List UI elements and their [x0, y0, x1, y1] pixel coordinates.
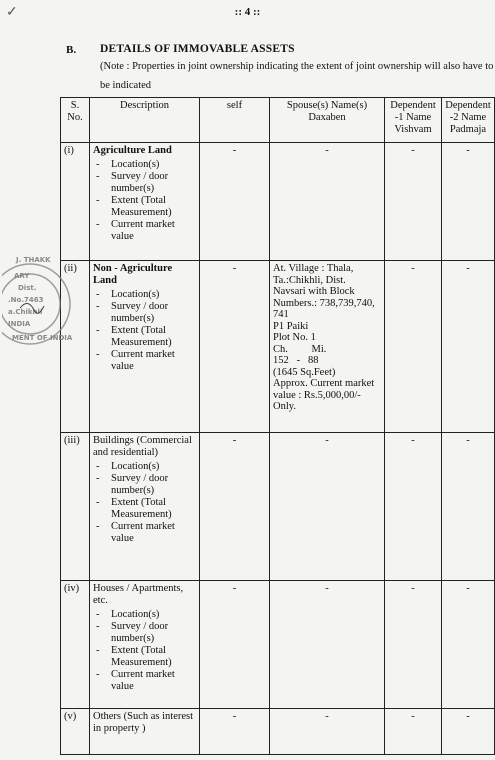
svg-text:J. THAKK: J. THAKK: [16, 256, 51, 264]
row-title: Houses / Apartments, etc.: [93, 583, 184, 606]
row-title: Agriculture Land: [93, 145, 172, 156]
cell-dependent-1: -: [385, 143, 442, 261]
header-dependent-2: Dependent -2 Name Padmaja: [442, 98, 495, 143]
official-seal-stamp: [2, 232, 74, 392]
table-row: [61, 143, 495, 261]
row-description: [90, 143, 200, 261]
list-item: - Survey / door number(s): [93, 473, 196, 497]
detail-line: Navsari with Block: [273, 286, 355, 297]
svg-text:ARY: ARY: [14, 272, 30, 280]
row-description: [90, 581, 200, 709]
row-sno: (i): [61, 143, 90, 261]
header-self: self: [200, 98, 270, 143]
row-sno: (iii): [61, 433, 90, 581]
table-row: [61, 709, 495, 755]
list-item: - Current market value: [93, 669, 196, 693]
detail-line: (1645 Sq.Feet): [273, 366, 336, 378]
section-title: DETAILS OF IMMOVABLE ASSETS: [100, 43, 295, 55]
corner-tick-mark: ✓: [6, 5, 18, 20]
cell-self: -: [200, 709, 270, 755]
list-item: - Extent (Total Measurement): [93, 497, 196, 521]
list-item: - Extent (Total Measurement): [93, 195, 196, 219]
detail-line: At. Village : Thala,: [273, 263, 354, 274]
list-item: - Location(s): [93, 289, 196, 301]
row-sno: (ii): [61, 261, 90, 433]
detail-line: Ta.:Chikhli, Dist.: [273, 274, 346, 286]
page-number: :: 4 ::: [234, 6, 261, 18]
svg-text:INDIA: INDIA: [8, 320, 31, 328]
list-item: - Survey / door number(s): [93, 621, 196, 645]
cell-self: -: [200, 433, 270, 581]
cell-dependent-2: -: [442, 261, 495, 433]
row-description: [90, 709, 200, 755]
cell-spouse: -: [270, 581, 385, 709]
svg-text:Dist.: Dist.: [18, 284, 37, 292]
table-header-row: [61, 98, 495, 143]
immovable-assets-table: [60, 97, 495, 755]
cell-dependent-2: -: [442, 143, 495, 261]
list-item: - Survey / door number(s): [93, 171, 196, 195]
cell-dependent-2: -: [442, 709, 495, 755]
list-item: - Extent (Total Measurement): [93, 325, 196, 349]
detail-line: Plot No. 1: [273, 332, 316, 343]
cell-dependent-1: -: [385, 581, 442, 709]
svg-text:MENT OF INDIA: MENT OF INDIA: [12, 334, 73, 342]
cell-self: -: [200, 581, 270, 709]
table-row: [61, 581, 495, 709]
table-row: [61, 261, 495, 433]
section-letter: B.: [66, 44, 77, 56]
subitem-list: [93, 461, 196, 545]
subitem-list: [93, 159, 196, 243]
cell-dependent-2: -: [442, 581, 495, 709]
list-item: - Survey / door number(s): [93, 301, 196, 325]
subitem-list: [93, 609, 196, 693]
header-dependent-1: Dependent -1 Name Vishvam: [385, 98, 442, 143]
detail-line: 741: [273, 309, 289, 320]
list-item: - Current market value: [93, 219, 196, 243]
list-item: - Extent (Total Measurement): [93, 645, 196, 669]
list-item: - Current market value: [93, 349, 196, 373]
detail-line: P1 Paiki: [273, 320, 309, 332]
row-title: Non - Agriculture Land: [93, 263, 173, 286]
svg-text:a.Chikhli: a.Chikhli: [8, 308, 43, 316]
subitem-list: [93, 289, 196, 373]
detail-line: 152 - 88: [273, 355, 319, 366]
cell-dependent-1: -: [385, 709, 442, 755]
list-item: - Location(s): [93, 159, 196, 171]
list-item: - Current market value: [93, 521, 196, 545]
cell-self: -: [200, 143, 270, 261]
cell-spouse: -: [270, 433, 385, 581]
cell-spouse: -: [270, 143, 385, 261]
row-description: [90, 433, 200, 581]
cell-self: -: [200, 261, 270, 433]
row-sno: (iv): [61, 581, 90, 709]
header-spouse: Spouse(s) Name(s) Daxaben: [270, 98, 385, 143]
header-description: Description: [90, 98, 200, 143]
cell-dependent-1: -: [385, 433, 442, 581]
detail-line: Only.: [273, 401, 296, 412]
row-title: Buildings (Commercial and residential): [93, 435, 192, 458]
detail-line: Numbers.: 738,739,740,: [273, 297, 375, 309]
detail-line: Approx. Current market: [273, 378, 375, 389]
cell-dependent-1: -: [385, 261, 442, 433]
header-sno: S. No.: [61, 98, 90, 143]
detail-line: Ch. Mi.: [273, 343, 327, 355]
section-note: (Note : Properties in joint ownership indicating the extent of joint ownership will also have to be indicated: [100, 61, 494, 91]
cell-spouse-property-details: [270, 261, 385, 433]
list-item: - Location(s): [93, 609, 196, 621]
table-row: [61, 433, 495, 581]
row-description: [90, 261, 200, 433]
cell-spouse: -: [270, 709, 385, 755]
row-sno: (v): [61, 709, 90, 755]
cell-dependent-2: -: [442, 433, 495, 581]
svg-text:.No.7463: .No.7463: [8, 296, 44, 304]
row-title: Others (Such as interest in property ): [93, 711, 194, 734]
list-item: - Location(s): [93, 461, 196, 473]
detail-line: value : Rs.5,000,00/-: [273, 389, 361, 401]
